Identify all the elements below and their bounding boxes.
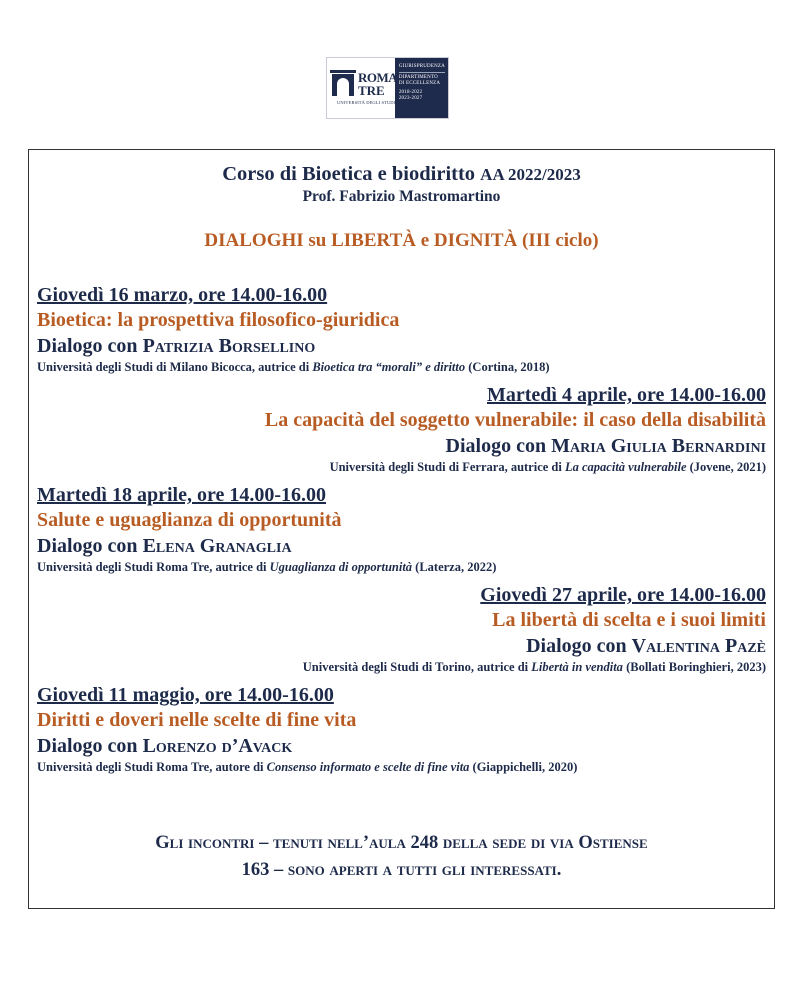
dept-line1: GIURISPRUDENZA	[398, 64, 445, 69]
dept-line2: DIPARTIMENTO	[398, 75, 438, 80]
event-affiliation	[37, 659, 766, 675]
dept-line3: DI ECCELLENZA	[398, 81, 441, 86]
event-date: Giovedì 16 marzo, ore 14.00-16.00	[37, 284, 328, 306]
department-badge	[395, 58, 448, 118]
book-title: La capacità vulnerabile	[564, 460, 687, 474]
dept-years2: 2023-2027	[398, 96, 423, 101]
roma-tre-emblem	[327, 58, 398, 118]
event-topic: Salute e uguaglianza di opportunità	[37, 509, 342, 531]
event-affiliation	[37, 459, 766, 475]
event-speaker-line	[37, 433, 766, 459]
event-2	[37, 384, 766, 475]
event-3	[37, 484, 766, 575]
dialog-prefix: Dialogo con	[37, 335, 138, 357]
course-name: Corso di Bioetica e biodiritto	[222, 163, 476, 185]
publisher-text: (Bollati Boringhieri, 2023)	[626, 660, 766, 674]
dialog-prefix: Dialogo con	[445, 435, 547, 457]
affiliation-text: Università degli Studi di Milano Bicocca, autrice di	[37, 360, 310, 374]
university-logo	[326, 57, 449, 119]
program-box	[28, 149, 775, 909]
book-title: Uguaglianza di opportunità	[269, 560, 413, 574]
speaker-name: Maria Giulia Bernardini	[551, 435, 766, 457]
event-affiliation	[37, 559, 766, 575]
speaker-name: Lorenzo d’Avack	[142, 735, 293, 757]
open-attendance-notice	[29, 830, 774, 884]
speaker-name: Valentina Pazè	[631, 635, 766, 657]
book-title: Consenso informato e scelte di fine vita	[266, 760, 470, 774]
publisher-text: (Giappichelli, 2020)	[472, 760, 578, 774]
event-date: Giovedì 27 aprile, ore 14.00-16.00	[480, 584, 766, 606]
professor: Prof. Fabrizio Mastromartino	[302, 188, 501, 205]
event-topic: La capacità del soggetto vulnerabile: il caso della disabilità	[264, 409, 766, 431]
event-date: Martedì 18 aprile, ore 14.00-16.00	[37, 484, 327, 506]
book-title: Libertà in vendita	[531, 660, 623, 674]
speaker-name: Patrizia Borsellino	[142, 335, 316, 357]
logo-tre-text: TRE	[358, 83, 385, 98]
notice-line2: 163 – sono aperti a tutti gli interessati.	[241, 860, 562, 880]
event-topic: Bioetica: la prospettiva filosofico-giuridica	[37, 309, 400, 331]
event-topic: Diritti e doveri nelle scelte di fine vita	[37, 709, 357, 731]
event-speaker-line	[37, 533, 766, 559]
dialog-prefix: Dialogo con	[37, 735, 138, 757]
speaker-name: Elena Granaglia	[142, 535, 292, 557]
dialog-prefix: Dialogo con	[526, 635, 627, 657]
event-topic: La libertà di scelta e i suoi limiti	[492, 609, 766, 631]
dept-years1: 2018-2022	[398, 90, 423, 95]
publisher-text: (Cortina, 2018)	[468, 360, 550, 374]
event-1	[37, 284, 766, 375]
academic-year: AA 2022/2023	[480, 165, 581, 184]
event-speaker-line	[37, 633, 766, 659]
event-speaker-line	[37, 333, 766, 359]
event-speaker-line	[37, 733, 766, 759]
affiliation-text: Università degli Studi di Ferrara, autrice di	[329, 460, 562, 474]
book-title: Bioetica tra “morali” e diritto	[312, 360, 466, 374]
publisher-text: (Jovene, 2021)	[689, 460, 766, 474]
publisher-text: (Laterza, 2022)	[415, 560, 497, 574]
affiliation-text: Università degli Studi Roma Tre, autore di	[37, 760, 264, 774]
arch-icon	[330, 70, 358, 100]
series-title: DIALOGHI su LIBERTÀ e DIGNITÀ (III ciclo)	[204, 230, 599, 251]
dept-divider	[399, 72, 445, 73]
event-affiliation	[37, 359, 766, 375]
affiliation-text: Università degli Studi Roma Tre, autrice di	[37, 560, 267, 574]
course-title	[29, 163, 774, 186]
event-date: Giovedì 11 maggio, ore 14.00-16.00	[37, 684, 334, 706]
logo-roma-text: ROMA	[358, 70, 398, 85]
event-4	[37, 584, 766, 675]
notice-line1: Gli incontri – tenuti nell’aula 248 della sede di via Ostiense	[155, 833, 648, 853]
logo-university-text: UNIVERSITÀ DEGLI STUDI	[337, 100, 396, 105]
event-affiliation	[37, 759, 766, 775]
event-date: Martedì 4 aprile, ore 14.00-16.00	[486, 384, 766, 406]
affiliation-text: Università degli Studi di Torino, autrice di	[302, 660, 529, 674]
dialog-prefix: Dialogo con	[37, 535, 138, 557]
event-5	[37, 684, 766, 775]
